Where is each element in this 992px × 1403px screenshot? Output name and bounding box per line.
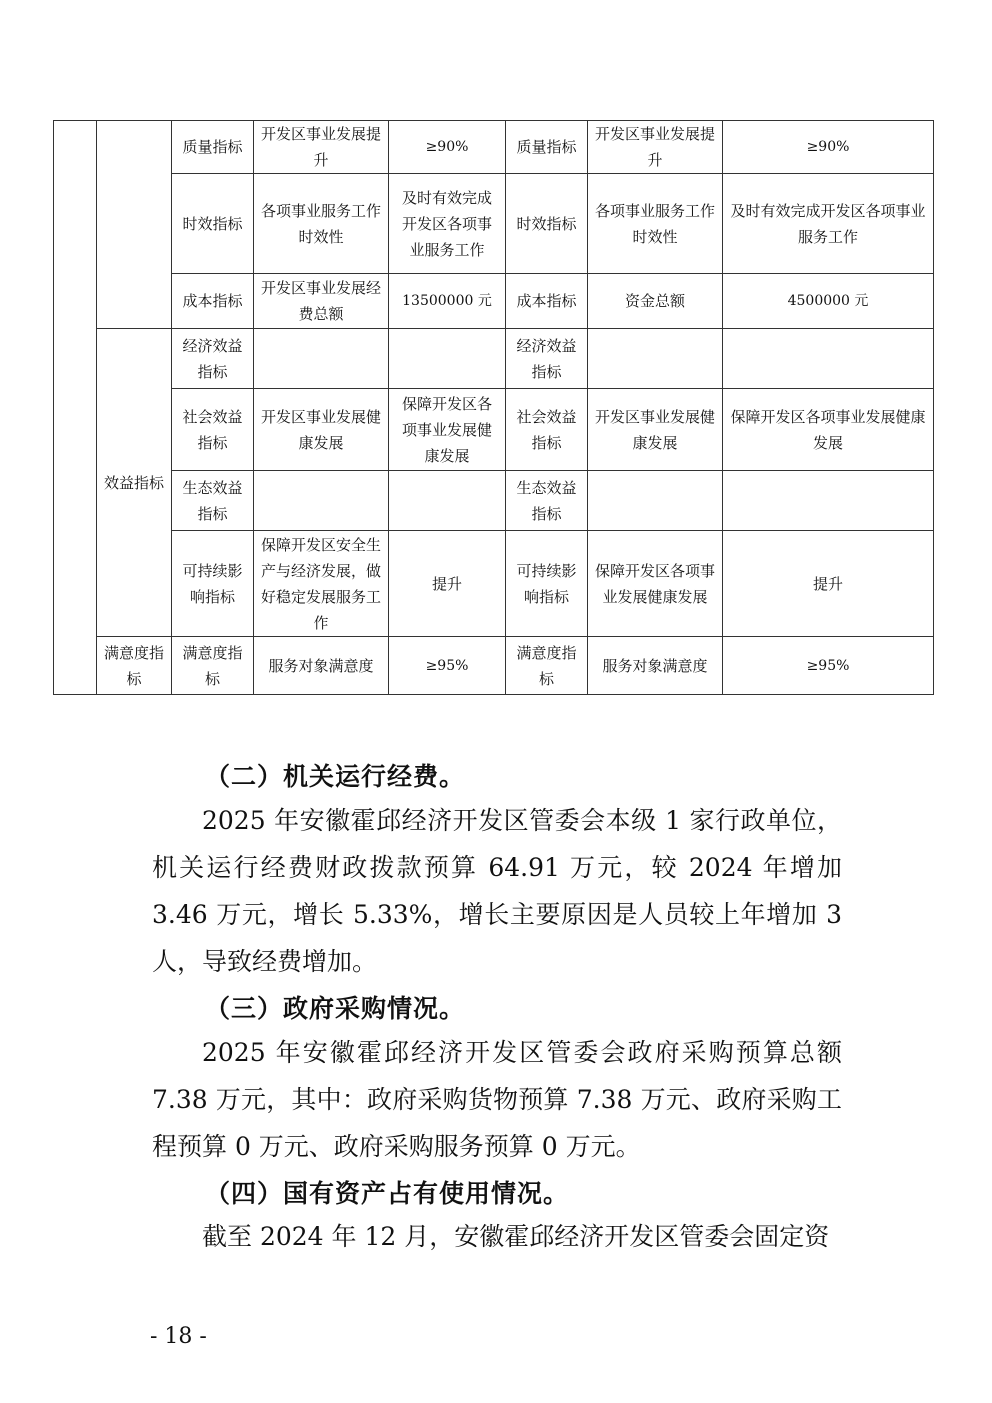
table-cell bbox=[389, 471, 506, 531]
table-row bbox=[54, 121, 934, 174]
table-cell: 满意度指标 bbox=[172, 637, 254, 695]
table-cell: 质量指标 bbox=[506, 121, 588, 174]
table-cell bbox=[723, 471, 934, 531]
table-cell: 经济效益指标 bbox=[506, 329, 588, 389]
table-row bbox=[54, 637, 934, 695]
table-cell: 时效指标 bbox=[506, 174, 588, 274]
table-cell: ≥90% bbox=[723, 121, 934, 174]
table-row bbox=[54, 174, 934, 274]
table-cell bbox=[588, 471, 723, 531]
paragraph-state-assets: 截至 2024 年 12 月，安徽霍邱经济开发区管委会固定资 bbox=[202, 1222, 830, 1251]
table-row bbox=[54, 329, 934, 389]
table-cell: 开发区事业发展健康发展 bbox=[588, 389, 723, 471]
table-cell: ≥90% bbox=[389, 121, 506, 174]
table-cell: 4500000 元 bbox=[723, 274, 934, 329]
table-cell bbox=[254, 471, 389, 531]
table-cell: 成本指标 bbox=[172, 274, 254, 329]
table-cell: 提升 bbox=[723, 531, 934, 637]
table-cell: 服务对象满意度 bbox=[254, 637, 389, 695]
table-cell: 经济效益指标 bbox=[172, 329, 254, 389]
table-cell: 社会效益指标 bbox=[506, 389, 588, 471]
paragraph-operating-expenses: 2025 年安徽霍邱经济开发区管委会本级 1 家行政单位，机关运行经费财政拨款预算 64.91 万元，较 2024 年增加 3.46 万元，增长 5.33%，增长主要原因是人员较上年增加 3 人，导致经费增加。 bbox=[152, 806, 842, 976]
table-cell: 保障开发区各项事业发展健康发展 bbox=[588, 531, 723, 637]
table-cell: 成本指标 bbox=[506, 274, 588, 329]
section-heading-procurement: （三）政府采购情况。 bbox=[205, 994, 466, 1023]
table-cell: 开发区事业发展经费总额 bbox=[254, 274, 389, 329]
table-cell: 服务对象满意度 bbox=[588, 637, 723, 695]
table-row bbox=[54, 274, 934, 329]
table-cell: 提升 bbox=[389, 531, 506, 637]
table-cell bbox=[723, 329, 934, 389]
table-cell: 开发区事业发展提升 bbox=[254, 121, 389, 174]
table-cell: 可持续影响指标 bbox=[172, 531, 254, 637]
performance-indicator-table bbox=[53, 120, 934, 695]
table-cell: 可持续影响指标 bbox=[506, 531, 588, 637]
table-cell: 13500000 元 bbox=[389, 274, 506, 329]
table-row bbox=[54, 531, 934, 637]
table-cell: ≥95% bbox=[389, 637, 506, 695]
table-cell: 及时有效完成开发区各项事业服务工作 bbox=[723, 174, 934, 274]
table-cell: 各项事业服务工作时效性 bbox=[588, 174, 723, 274]
table-cell bbox=[254, 329, 389, 389]
table-cell: 开发区事业发展健康发展 bbox=[254, 389, 389, 471]
blank-level2-cell bbox=[97, 121, 172, 329]
table-cell: 生态效益指标 bbox=[172, 471, 254, 531]
table-cell: 保障开发区各项事业发展健康发展 bbox=[723, 389, 934, 471]
table-cell: 保障开发区安全生产与经济发展，做好稳定发展服务工作 bbox=[254, 531, 389, 637]
table-cell: ≥95% bbox=[723, 637, 934, 695]
table-cell: 社会效益指标 bbox=[172, 389, 254, 471]
section-heading-state-assets: （四）国有资产占有使用情况。 bbox=[205, 1179, 570, 1208]
section-heading-operating-expenses: （二）机关运行经费。 bbox=[205, 762, 466, 791]
benefit-group-label: 效益指标 bbox=[97, 329, 172, 637]
table-cell: 时效指标 bbox=[172, 174, 254, 274]
table-cell: 满意度指标 bbox=[506, 637, 588, 695]
page-number: - 18 - bbox=[150, 1324, 207, 1349]
table-cell bbox=[588, 329, 723, 389]
paragraph-procurement: 2025 年安徽霍邱经济开发区管委会政府采购预算总额 7.38 万元，其中：政府采购货物预算 7.38 万元、政府采购工程预算 0 万元、政府采购服务预算 0 万元。 bbox=[152, 1038, 842, 1161]
table-cell: 及时有效完成开发区各项事业服务工作 bbox=[389, 174, 506, 274]
table-cell: 资金总额 bbox=[588, 274, 723, 329]
table-cell: 开发区事业发展提升 bbox=[588, 121, 723, 174]
table-cell bbox=[389, 329, 506, 389]
blank-level1-cell bbox=[54, 121, 97, 695]
table-cell: 保障开发区各项事业发展健康发展 bbox=[389, 389, 506, 471]
table-cell: 生态效益指标 bbox=[506, 471, 588, 531]
satisfaction-group-label: 满意度指标 bbox=[97, 637, 172, 695]
table-row bbox=[54, 471, 934, 531]
table-row bbox=[54, 389, 934, 471]
table-cell: 各项事业服务工作时效性 bbox=[254, 174, 389, 274]
table-cell: 质量指标 bbox=[172, 121, 254, 174]
